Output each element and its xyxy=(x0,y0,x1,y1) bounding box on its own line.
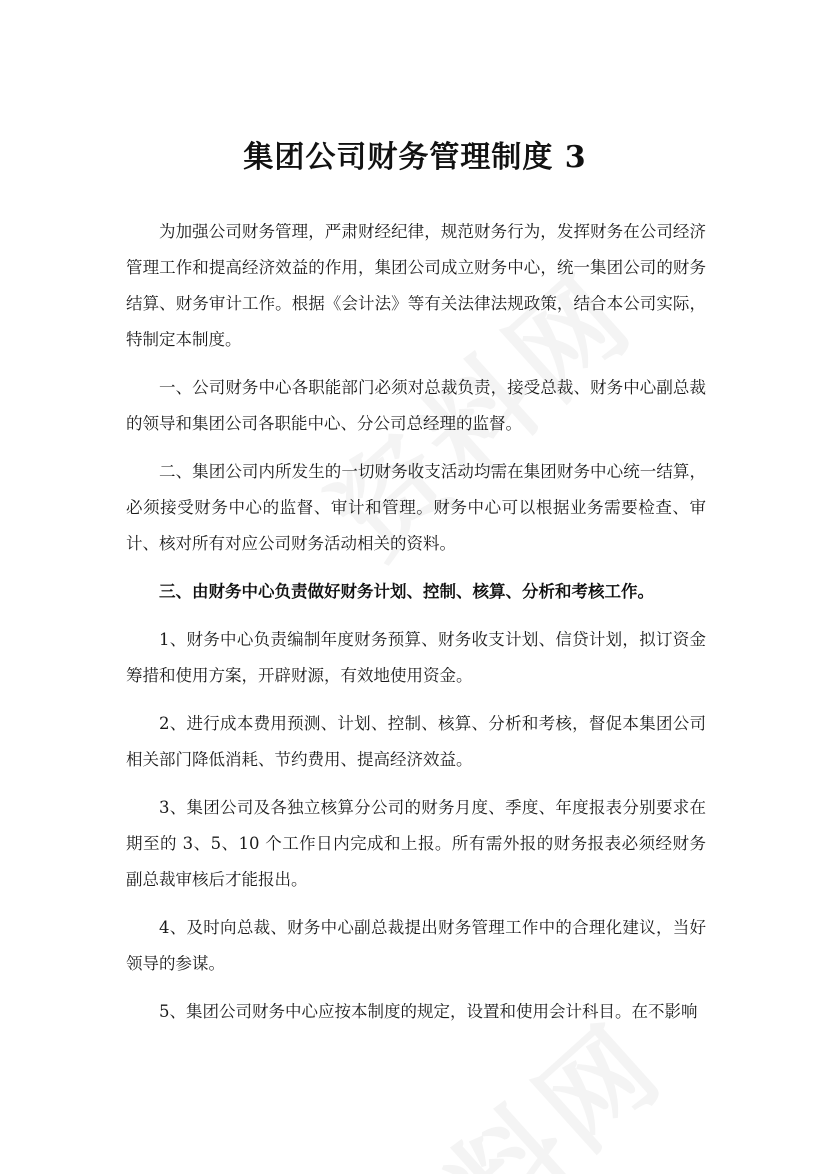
paragraph-section-1: 一、公司财务中心各职能部门必须对总裁负责，接受总裁、财务中心副总裁的领导和集团公司各职能中心、分公司总经理的监督。 xyxy=(126,378,706,433)
paragraph-item-2: 2、进行成本费用预测、计划、控制、核算、分析和考核，督促本集团公司相关部门降低消耗、节约费用、提高经济效益。 xyxy=(126,714,706,769)
paragraph-item-4: 4、及时向总裁、财务中心副总裁提出财务管理工作中的合理化建议，当好领导的参谋。 xyxy=(126,918,706,973)
paragraph-section-3-heading: 三、由财务中心负责做好财务计划、控制、核算、分析和考核工作。 xyxy=(159,582,654,601)
paragraph-intro: 为加强公司财务管理，严肃财经纪律，规范财务行为，发挥财务在公司经济管理工作和提高经济效益的作用，集团公司成立财务中心，统一集团公司的财务结算、财务审计工作。根据《会计法》等有关法律法规政策，结合本公司实际，特制定本制度。 xyxy=(126,222,706,349)
paragraph-item-5: 5、集团公司财务中心应按本制度的规定，设置和使用会计科目。在不影响 xyxy=(159,1002,698,1021)
paragraph-item-1: 1、财务中心负责编制年度财务预算、财务收支计划、信贷计划，拟订资金筹措和使用方案，开辟财源，有效地使用资金。 xyxy=(126,630,706,685)
paragraph-section-2: 二、集团公司内所发生的一切财务收支活动均需在集团财务中心统一结算，必须接受财务中心的监督、审计和管理。财务中心可以根据业务需要检查、审计、核对所有对应公司财务活动相关的资料。 xyxy=(126,462,706,553)
page-title: 集团公司财务管理制度 3 xyxy=(243,140,587,176)
document-body xyxy=(126,214,706,1042)
paragraph-item-3: 3、集团公司及各独立核算分公司的财务月度、季度、年度报表分别要求在期至的 3、5、10 个工作日内完成和上报。所有需外报的财务报表必须经财务副总裁审核后才能报出。 xyxy=(126,798,706,889)
